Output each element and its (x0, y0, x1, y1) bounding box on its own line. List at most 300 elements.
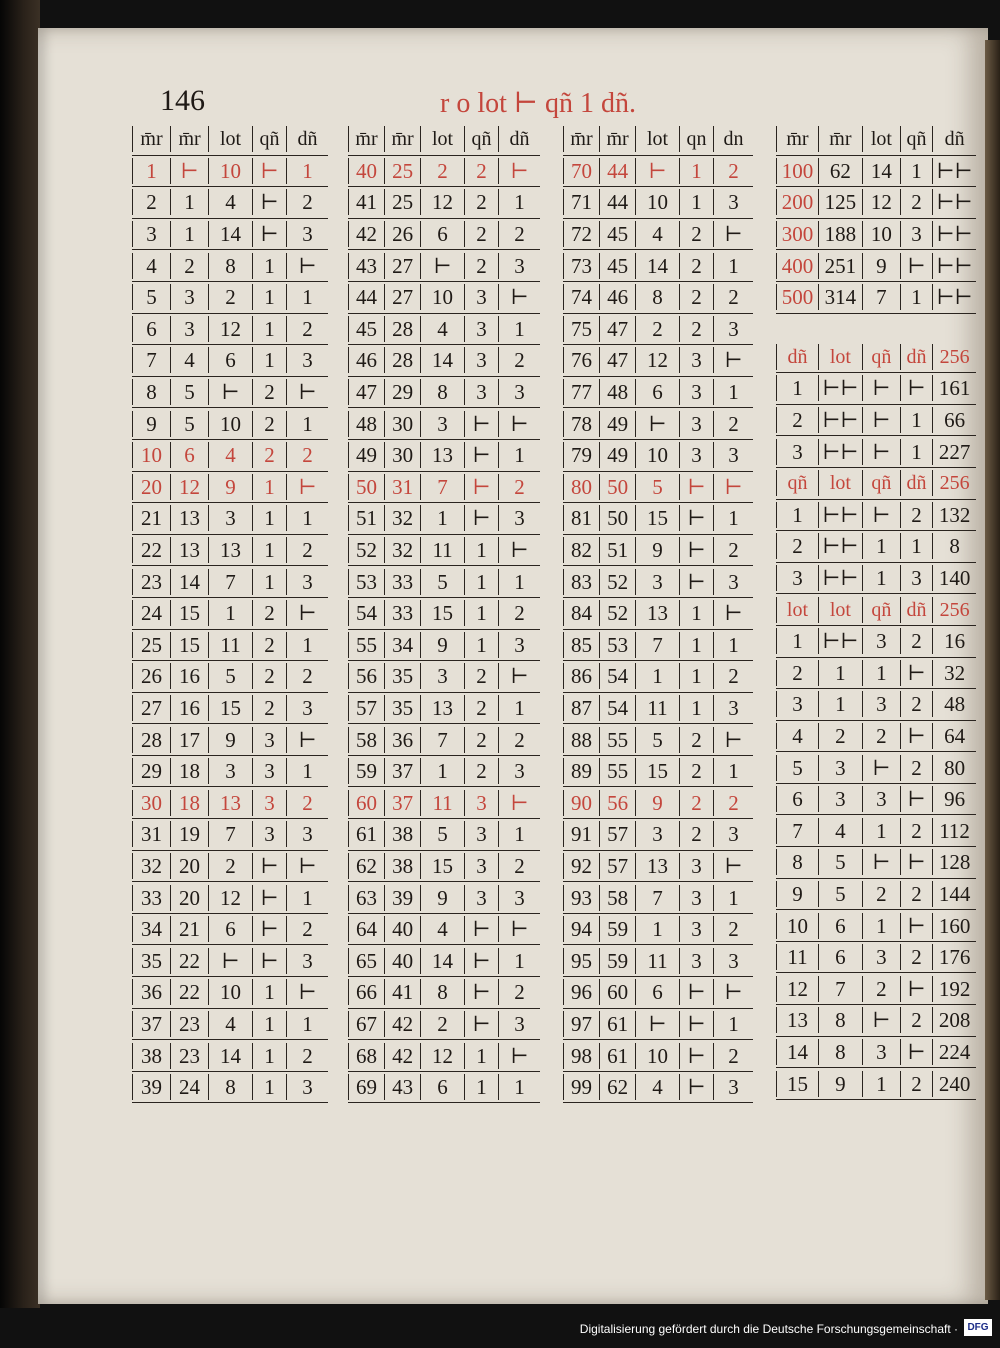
table-cell: 6 (819, 913, 863, 939)
table-cell: 1 (465, 632, 499, 658)
table-cell: 57 (600, 853, 636, 879)
table-cell: ⊢ (901, 849, 933, 875)
table-cell: 27 (385, 284, 421, 310)
table-cell: 66 (348, 979, 385, 1005)
table-cell: ⊢⊢ (819, 565, 863, 591)
table-cell: 4 (132, 253, 171, 279)
table-cell: 4 (636, 221, 680, 247)
table-cell: 20 (171, 853, 209, 879)
table-cell: ⊢ (901, 660, 933, 686)
table-cell: dn (723, 128, 744, 151)
table-row (563, 472, 753, 504)
table-row (563, 408, 753, 440)
table-cell: 3 (728, 190, 739, 215)
table-cell: 10 (863, 221, 901, 247)
table-cell: 5 (636, 474, 680, 500)
table-cell: 1 (680, 663, 714, 689)
table-cell: 2 (465, 727, 499, 753)
table-cell: 21 (171, 916, 209, 942)
table-cell: 1 (253, 505, 287, 531)
table-cell: 2 (465, 758, 499, 784)
table-cell: ⊢ (636, 1011, 680, 1037)
table-cell: 1 (728, 1011, 739, 1036)
table-row (563, 250, 753, 282)
section-header-row (776, 342, 976, 374)
table-cell: 99 (563, 1074, 600, 1100)
table-cell: lot (863, 126, 901, 152)
table-cell: 21 (132, 505, 171, 531)
table-cell: ⊢⊢ (936, 253, 973, 278)
table-cell: 1 (253, 284, 287, 310)
table-cell: 23 (171, 1043, 209, 1069)
table-cell: 1 (728, 759, 739, 784)
table-cell: 7 (776, 818, 819, 844)
table-cell: 4 (209, 442, 253, 468)
table-cell: 5 (132, 284, 171, 310)
table-cell: 59 (600, 948, 636, 974)
table-cell: 60 (600, 979, 636, 1005)
table-cell: 1 (680, 158, 714, 184)
table-cell: 44 (600, 158, 636, 184)
table-row (132, 282, 328, 314)
table-cell: 43 (348, 253, 385, 279)
table-row (348, 566, 540, 598)
table-cell: 54 (348, 600, 385, 626)
table-cell: 1 (901, 158, 933, 184)
table-cell: 79 (563, 442, 600, 468)
table-row (776, 563, 976, 595)
table-cell: 3 (680, 379, 714, 405)
table-cell: 8 (421, 379, 465, 405)
table-cell: ⊢ (298, 727, 317, 752)
table-cell: 82 (563, 537, 600, 563)
table-cell: 1 (302, 1011, 313, 1036)
table-cell: 1 (465, 600, 499, 626)
table-cell: 36 (132, 979, 171, 1005)
table-row (348, 250, 540, 282)
table-cell: ⊢ (298, 601, 317, 626)
table-cell: 208 (938, 1008, 971, 1033)
table-row (348, 661, 540, 693)
table-cell: 1 (514, 822, 525, 847)
table-cell: 3 (514, 632, 525, 657)
table-cell: 1 (901, 407, 933, 433)
table-row (563, 503, 753, 535)
table-row (563, 1072, 753, 1104)
table-cell: 2 (728, 917, 739, 942)
table-cell: 8 (949, 534, 960, 559)
table-cell: 49 (348, 442, 385, 468)
table-cell: 3 (465, 821, 499, 847)
table-cell: 27 (132, 695, 171, 721)
table-cell: ⊢ (680, 1074, 714, 1100)
table-cell: 3 (636, 821, 680, 847)
table-cell: 10 (636, 1043, 680, 1069)
table-cell: 3 (728, 316, 739, 341)
table-cell: 57 (348, 695, 385, 721)
table-cell: 12 (776, 976, 819, 1002)
table-cell: 2 (680, 758, 714, 784)
table-cell: qñ (776, 470, 819, 496)
table-cell: 18 (171, 758, 209, 784)
table-cell: 2 (465, 158, 499, 184)
table-cell: ⊢ (209, 948, 253, 974)
conversion-table-2 (348, 124, 540, 1103)
table-cell: 46 (348, 347, 385, 373)
table-row (776, 910, 976, 942)
table-cell: 9 (636, 790, 680, 816)
table-cell: 6 (209, 347, 253, 373)
table-cell: ⊢ (863, 439, 901, 465)
page-number: 146 (160, 84, 205, 117)
table-cell: ⊢ (863, 407, 901, 433)
table-cell: 73 (563, 253, 600, 279)
dfg-logo: DFG (964, 1319, 992, 1336)
table-cell: ⊢ (680, 1043, 714, 1069)
table-cell: 1 (901, 439, 933, 465)
table-row (776, 436, 976, 468)
table-cell: 11 (421, 537, 465, 563)
table-row (132, 566, 328, 598)
table-cell: 64 (348, 916, 385, 942)
table-header-row (563, 124, 753, 156)
table-cell: 9 (209, 474, 253, 500)
book-spine (0, 0, 40, 1348)
table-cell: ⊢ (724, 222, 743, 247)
table-cell: 38 (385, 853, 421, 879)
table-cell: m̄r (776, 126, 819, 152)
table-cell: 37 (132, 1011, 171, 1037)
table-row (776, 879, 976, 911)
table-row (348, 882, 540, 914)
table-cell: 128 (938, 850, 971, 875)
table-row (348, 787, 540, 819)
table-cell: 28 (132, 727, 171, 753)
table-cell: 3 (253, 790, 287, 816)
table-cell: 23 (171, 1011, 209, 1037)
table-cell: 23 (132, 569, 171, 595)
table-cell: 6 (636, 979, 680, 1005)
table-cell: ⊢⊢ (936, 285, 973, 310)
table-cell: 1 (819, 660, 863, 686)
table-cell: ⊢⊢ (819, 628, 863, 654)
table-cell: 47 (348, 379, 385, 405)
table-cell: 7 (421, 727, 465, 753)
table-cell: 2 (421, 1011, 465, 1037)
table-cell: 17 (171, 727, 209, 753)
table-cell: 1 (302, 759, 313, 784)
table-row (132, 945, 328, 977)
table-row (563, 756, 753, 788)
table-cell: 14 (776, 1039, 819, 1065)
table-cell: 2 (302, 538, 313, 563)
table-cell: 47 (600, 316, 636, 342)
table-cell: 1 (465, 1043, 499, 1069)
table-cell: ⊢ (724, 474, 743, 499)
table-cell: 15 (171, 632, 209, 658)
table-cell: 1 (253, 474, 287, 500)
table-row (348, 314, 540, 346)
table-cell: 1 (302, 885, 313, 910)
table-row (776, 405, 976, 437)
table-cell: 2 (302, 664, 313, 689)
table-cell: 1 (514, 443, 525, 468)
table-cell: 67 (348, 1011, 385, 1037)
table-cell: 72 (563, 221, 600, 247)
table-cell: 10 (421, 284, 465, 310)
table-row (563, 693, 753, 725)
table-gap (776, 314, 976, 342)
table-cell: 3 (728, 695, 739, 720)
table-cell: ⊢ (510, 285, 529, 310)
table-cell: ⊢⊢ (936, 222, 973, 247)
table-cell: 7 (636, 885, 680, 911)
table-cell: 2 (421, 158, 465, 184)
table-cell: 96 (944, 787, 966, 812)
table-cell: 3 (302, 348, 313, 373)
table-cell: 1 (253, 569, 287, 595)
table-cell: 2 (514, 474, 525, 499)
table-cell: 2 (253, 663, 287, 689)
table-cell: 100 (776, 158, 819, 184)
footer-bar (0, 1308, 1000, 1348)
table-row (348, 156, 540, 188)
table-cell: 8 (819, 1039, 863, 1065)
table-cell: 95 (563, 948, 600, 974)
table-cell: ⊢ (901, 253, 933, 279)
table-cell: ⊢ (724, 348, 743, 373)
table-cell: dñ (901, 344, 933, 370)
table-cell: 46 (600, 284, 636, 310)
table-cell: 2 (728, 790, 739, 815)
table-cell: 2 (302, 790, 313, 815)
table-cell: 11 (636, 948, 680, 974)
table-cell: 176 (938, 945, 971, 970)
table-cell: 3 (680, 885, 714, 911)
table-cell: lot (819, 597, 863, 623)
table-row (132, 535, 328, 567)
table-cell: 1 (253, 347, 287, 373)
table-cell: ⊢ (465, 442, 499, 468)
table-cell: 1 (901, 533, 933, 559)
table-cell: 6 (421, 1074, 465, 1100)
table-cell: 1 (253, 1011, 287, 1037)
table-cell: ⊢ (863, 502, 901, 528)
table-cell: 38 (385, 821, 421, 847)
table-cell: 3 (728, 1075, 739, 1100)
table-cell: 1 (421, 505, 465, 531)
table-cell: 1 (302, 506, 313, 531)
table-cell: 22 (171, 979, 209, 1005)
table-cell: qñ (863, 344, 901, 370)
table-cell: 2 (514, 348, 525, 373)
table-cell: 34 (385, 632, 421, 658)
table-cell: 89 (563, 758, 600, 784)
table-cell: lot (819, 344, 863, 370)
table-cell: 90 (563, 790, 600, 816)
table-row (776, 721, 976, 753)
table-cell: 81 (563, 505, 600, 531)
table-row (348, 345, 540, 377)
table-cell: 74 (563, 284, 600, 310)
table-cell: 2 (514, 222, 525, 247)
table-cell: 2 (253, 411, 287, 437)
table-cell: 53 (600, 632, 636, 658)
table-cell: 3 (421, 663, 465, 689)
table-row (563, 1009, 753, 1041)
table-cell: 1 (514, 1075, 525, 1100)
table-cell: 1 (514, 569, 525, 594)
table-row (348, 819, 540, 851)
table-row (563, 1040, 753, 1072)
table-row (776, 752, 976, 784)
table-cell: 2 (680, 821, 714, 847)
table-row (348, 282, 540, 314)
table-row (776, 658, 976, 690)
table-cell: ⊢ (901, 976, 933, 1002)
table-cell: ⊢ (253, 948, 287, 974)
table-cell: 62 (348, 853, 385, 879)
table-cell: 6 (776, 786, 819, 812)
table-cell: 1 (302, 158, 313, 183)
table-cell: ⊢ (253, 853, 287, 879)
table-cell: 39 (132, 1074, 171, 1100)
table-cell: 97 (563, 1011, 600, 1037)
table-cell: 2 (901, 818, 933, 844)
table-cell: 3 (680, 442, 714, 468)
table-cell: 92 (563, 853, 600, 879)
table-cell: ⊢ (209, 379, 253, 405)
table-row (132, 314, 328, 346)
table-cell: 32 (944, 660, 966, 685)
table-cell: 6 (132, 316, 171, 342)
table-row (563, 377, 753, 409)
table-cell: 3 (728, 822, 739, 847)
table-cell: 2 (302, 190, 313, 215)
table-row (776, 282, 976, 314)
table-row (563, 598, 753, 630)
table-cell: 3 (465, 284, 499, 310)
table-row (563, 187, 753, 219)
table-cell: 112 (939, 818, 970, 843)
table-cell: 1 (863, 913, 901, 939)
table-cell: 86 (563, 663, 600, 689)
table-cell: 11 (776, 944, 819, 970)
table-cell: 3 (514, 253, 525, 278)
table-cell: 7 (209, 569, 253, 595)
table-cell: 18 (171, 790, 209, 816)
table-cell: 2 (901, 1071, 933, 1097)
table-row (348, 187, 540, 219)
table-cell: dñ (776, 344, 819, 370)
table-cell: 59 (600, 916, 636, 942)
table-cell: 2 (302, 443, 313, 468)
table-cell: 31 (132, 821, 171, 847)
table-row (132, 440, 328, 472)
table-cell: lot (421, 126, 465, 152)
table-cell: 1 (514, 948, 525, 973)
table-cell: 1 (253, 1074, 287, 1100)
table-cell: 77 (563, 379, 600, 405)
table-cell: 6 (421, 221, 465, 247)
table-cell: 3 (209, 758, 253, 784)
table-cell: 9 (819, 1071, 863, 1097)
table-row (776, 847, 976, 879)
table-row (563, 566, 753, 598)
table-row (563, 156, 753, 188)
table-cell: 8 (209, 1074, 253, 1100)
table-cell: 1 (863, 565, 901, 591)
table-cell: 1 (728, 506, 739, 531)
table-cell: 2 (514, 601, 525, 626)
table-cell: 3 (819, 755, 863, 781)
table-cell: 10 (636, 442, 680, 468)
table-cell: m̄r (819, 126, 863, 152)
table-cell: 93 (563, 885, 600, 911)
table-row (132, 156, 328, 188)
table-row (132, 503, 328, 535)
table-cell: 2 (680, 727, 714, 753)
table-cell: ⊢ (465, 979, 499, 1005)
table-row (132, 977, 328, 1009)
table-cell: 9 (421, 885, 465, 911)
table-cell: 1 (253, 1043, 287, 1069)
table-cell: 14 (636, 253, 680, 279)
table-cell: 16 (944, 629, 966, 654)
table-cell: qñ (863, 597, 901, 623)
table-cell: 1 (680, 189, 714, 215)
table-cell: 125 (819, 189, 863, 215)
table-cell: 2 (901, 502, 933, 528)
table-cell: 3 (209, 505, 253, 531)
table-cell: 256 (939, 345, 970, 368)
table-row (563, 945, 753, 977)
table-cell: 60 (348, 790, 385, 816)
table-cell: 98 (563, 1043, 600, 1069)
table-cell: 1 (863, 1071, 901, 1097)
table-row (132, 693, 328, 725)
table-cell: 20 (171, 885, 209, 911)
table-cell: ⊢ (465, 505, 499, 531)
table-cell: 3 (728, 443, 739, 468)
conversion-table-1 (132, 124, 328, 1103)
table-cell: 2 (465, 663, 499, 689)
table-cell: 83 (563, 569, 600, 595)
table-cell: 1 (636, 916, 680, 942)
table-row (132, 345, 328, 377)
table-cell: 2 (209, 284, 253, 310)
table-cell: 48 (944, 692, 966, 717)
table-cell: 2 (776, 407, 819, 433)
table-cell: ⊢ (465, 411, 499, 437)
table-cell: 8 (776, 849, 819, 875)
table-cell: 3 (253, 727, 287, 753)
table-cell: 3 (253, 758, 287, 784)
table-cell: 49 (600, 442, 636, 468)
table-cell: 500 (776, 284, 819, 310)
table-cell: 8 (132, 379, 171, 405)
table-cell: 71 (563, 189, 600, 215)
table-cell: m̄r (348, 126, 385, 152)
table-cell: 3 (863, 628, 901, 654)
table-cell: 3 (302, 822, 313, 847)
table-cell: 2 (728, 158, 739, 183)
table-cell: 1 (302, 285, 313, 310)
table-cell: 2 (901, 628, 933, 654)
table-cell: 2 (465, 189, 499, 215)
table-cell: 55 (348, 632, 385, 658)
table-cell: 3 (819, 786, 863, 812)
